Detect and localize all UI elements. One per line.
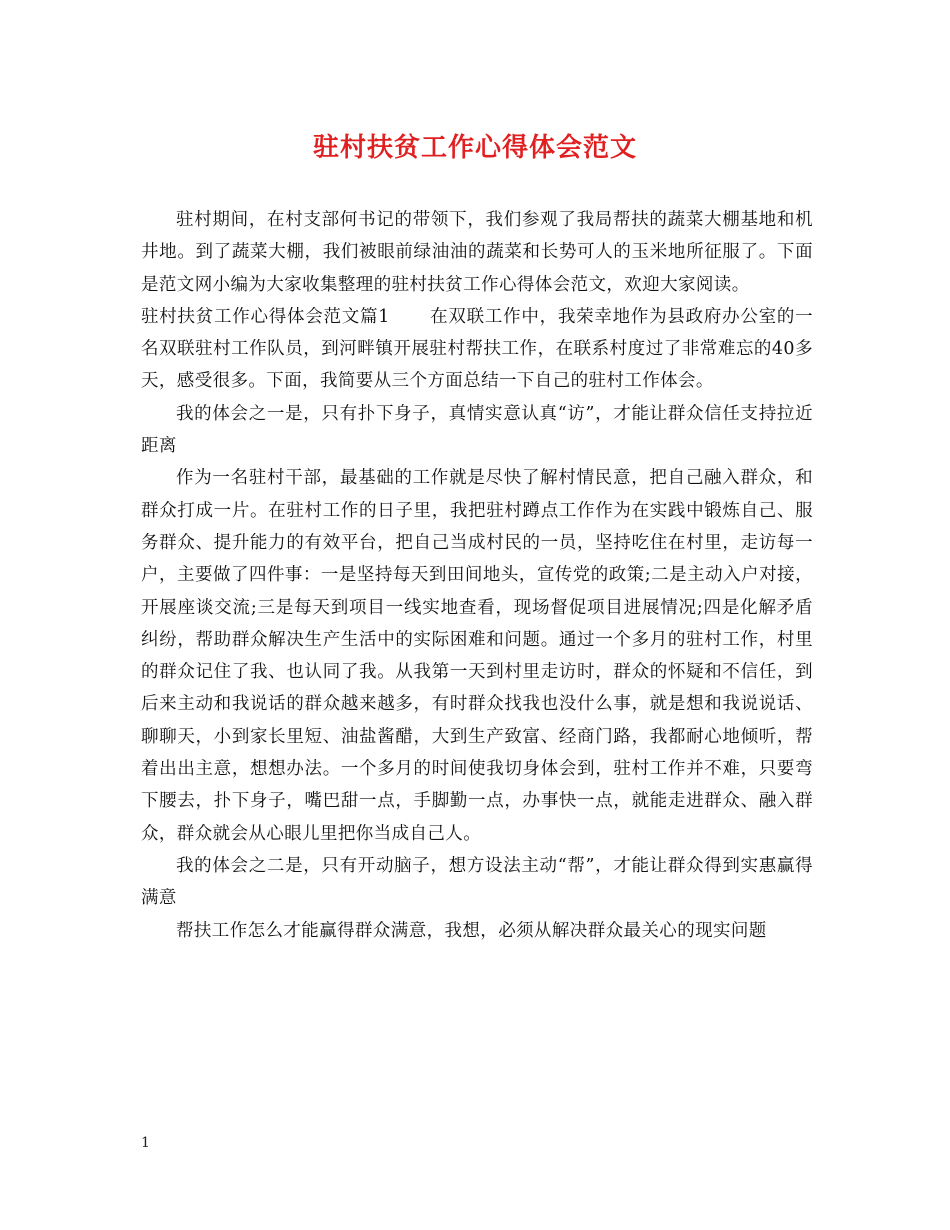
experience-1-heading: 我的体会之一是，只有扑下身子，真情实意认真“访”，才能让群众信任支持拉近距离 — [141, 403, 813, 457]
intro-paragraph: 驻村期间，在村支部何书记的带领下，我们参观了我局帮扶的蔬菜大棚基地和机井地。到了蔬菜大棚，我们被眼前绿油油的蔬菜和长势可人的玉米地所征服了。下面是范文网小编为大家收集整理的驻村扶贫工作心得体会范文，欢迎大家阅读。 — [141, 210, 813, 295]
article-1-text: 在双联工作中，我荣幸地作为县政府办公室的一名双联驻村工作队员，到河畔镇开展驻村帮扶工作，在联系村度过了非常难忘的40多天，感受很多。下面，我简要从三个方面总结一下自己的驻村工作体会。 — [141, 306, 814, 392]
experience-1-paragraph: 作为一名驻村干部，最基础的工作就是尽快了解村情民意，把自己融入群众，和群众打成一片。在驻村工作的日子里，我把驻村蹲点工作作为在实践中锻炼自己、服务群众、提升能力的有效平台，把自己当成村民的一员，坚持吃住在村里，走访每一户，主要做了四件事：一是坚持每天到田间地头，宣传党的政策;二是主动入户对接，开展座谈交流;三是每天到项目一线实地查看，现场督促项目进展情况;四是化解矛盾纠纷，帮助群众解决生产生活中的实际困难和问题。通过一个多月的驻村工作，村里的群众记住了我、也认同了我。从我第一天到村里走访时，群众的怀疑和不信任，到后来主动和我说话的群众越来越多，有时群众找我也没什么事，就是想和我说说话、聊聊天，小到家长里短、油盐酱醋，大到生产致富、经商门路，我都耐心地倾听，帮着出出主意，想想办法。一个多月的时间使我切身体会到，驻村工作并不难，只要弯下腰去，扑下身子，嘴巴甜一点，手脚勤一点，办事快一点，就能走进群众、融入群众，群众就会从心眼儿里把你当成自己人。 — [141, 468, 813, 844]
article-1-paragraph — [141, 301, 813, 398]
article-1-heading: 驻村扶贫工作心得体会范文篇1 — [141, 306, 390, 327]
page-number: 1 — [141, 1135, 150, 1151]
experience-2-heading: 我的体会之二是，只有开动脑子，想方设法主动“帮”，才能让群众得到实惠赢得满意 — [141, 855, 813, 909]
experience-2-paragraph: 帮扶工作怎么才能赢得群众满意，我想，必须从解决群众最关心的现实问题 — [176, 920, 767, 941]
document-title: 驻村扶贫工作心得体会范文 — [312, 133, 637, 163]
document-body — [141, 204, 813, 947]
